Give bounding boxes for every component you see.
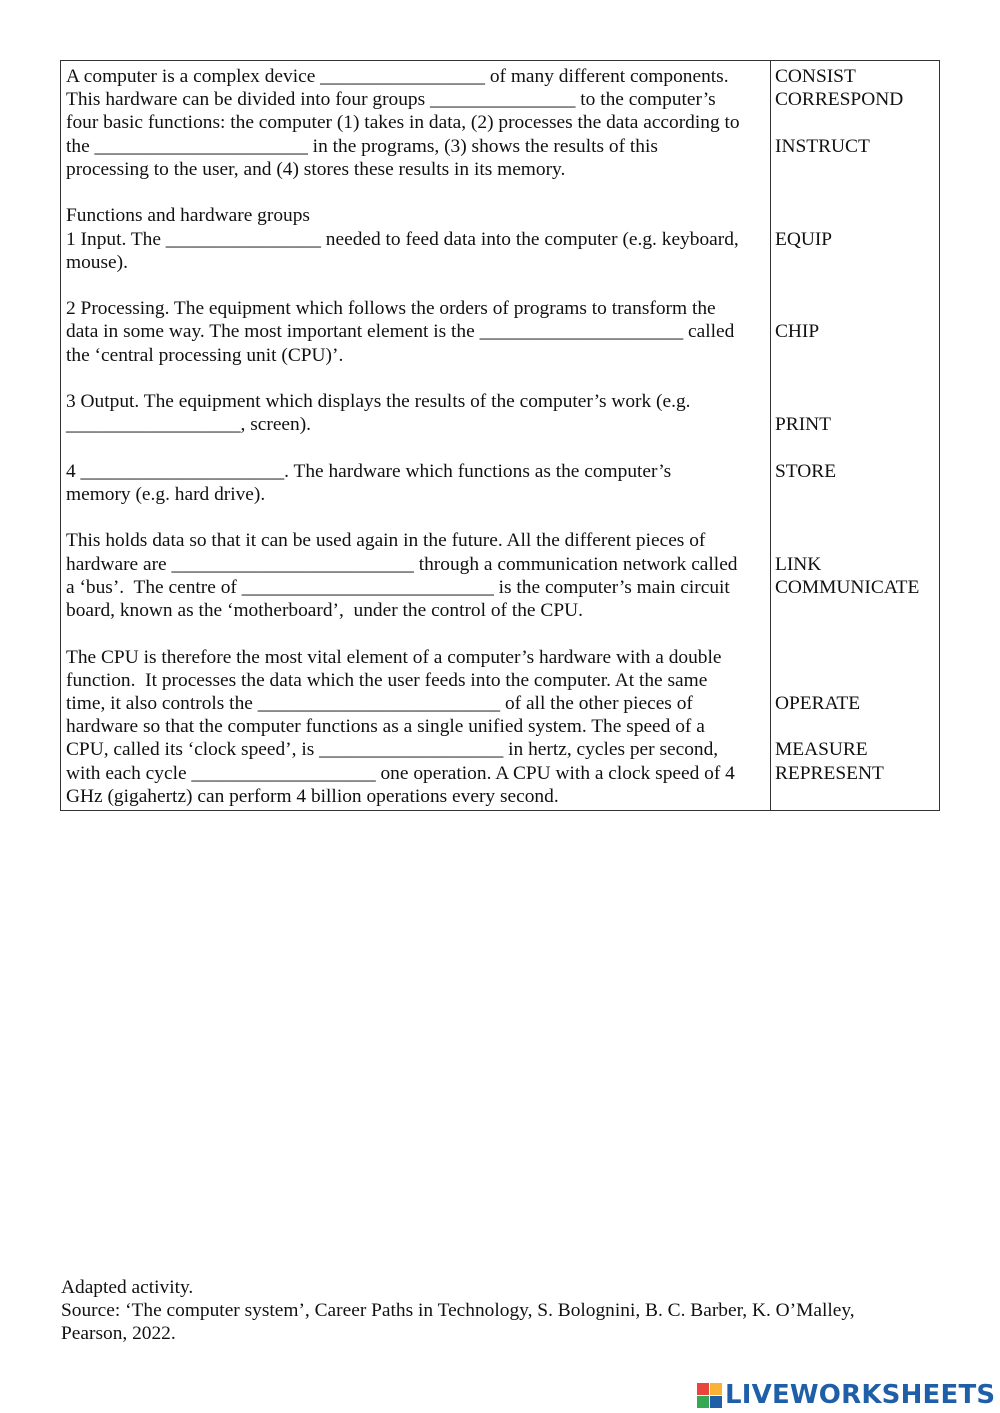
word-bank-item: OPERATE: [775, 693, 861, 714]
passage-line: with each cycle ___________________ one operation. A CPU with a clock speed of 4: [66, 763, 735, 784]
word-bank-item: CORRESPOND: [775, 89, 904, 110]
passage-line: data in some way. The most important element is the _____________________ called: [66, 321, 735, 342]
word-bank-item: REPRESENT: [775, 763, 884, 784]
passage-line: A computer is a complex device _________________ of many different components.: [66, 66, 729, 87]
word-bank-item: PRINT: [775, 414, 832, 435]
column-divider: [770, 61, 771, 810]
passage-line: mouse).: [66, 252, 128, 273]
passage-line: processing to the user, and (4) stores these results in its memory.: [66, 159, 566, 180]
word-bank-item: LINK: [775, 554, 822, 575]
word-bank-item: INSTRUCT: [775, 136, 870, 157]
footer-source-cont: Pearson, 2022.: [61, 1323, 176, 1344]
passage-line: __________________, screen).: [66, 414, 312, 435]
section-heading: Functions and hardware groups: [66, 205, 310, 226]
passage-line: This holds data so that it can be used again in the future. All the different pieces of: [66, 530, 706, 551]
passage-line: This hardware can be divided into four groups _______________ to the computer’s: [66, 89, 716, 110]
passage-line: time, it also controls the _________________________ of all the other pieces of: [66, 693, 693, 714]
passage-line: a ‘bus’. The centre of __________________________ is the computer’s main circuit: [66, 577, 730, 598]
passage-line: the ______________________ in the programs, (3) shows the results of this: [66, 136, 658, 157]
logo-blocks-icon: [697, 1383, 722, 1408]
footer-note: Adapted activity.: [61, 1277, 194, 1298]
passage-line: 3 Output. The equipment which displays the results of the computer’s work (e.g.: [66, 391, 691, 412]
word-bank-item: COMMUNICATE: [775, 577, 920, 598]
logo-text: LIVEWORKSHEETS: [725, 1380, 996, 1410]
passage-line: 2 Processing. The equipment which follows the orders of programs to transform the: [66, 298, 716, 319]
passage-line: The CPU is therefore the most vital element of a computer’s hardware with a double: [66, 647, 722, 668]
passage-line: GHz (gigahertz) can perform 4 billion operations every second.: [66, 786, 559, 807]
word-bank-item: CONSIST: [775, 66, 856, 87]
word-bank-item: MEASURE: [775, 739, 868, 760]
passage-line: hardware are _________________________ through a communication network called: [66, 554, 738, 575]
passage-line: 4 _____________________. The hardware which functions as the computer’s: [66, 461, 672, 482]
passage-line: four basic functions: the computer (1) takes in data, (2) processes the data according to: [66, 112, 740, 133]
footer-source: Source: ‘The computer system’, Career Paths in Technology, S. Bolognini, B. C. Barber, K. O’Malley,: [61, 1300, 855, 1321]
word-bank-item: CHIP: [775, 321, 820, 342]
liveworksheets-logo: [697, 1378, 995, 1412]
passage-line: hardware so that the computer functions as a single unified system. The speed of a: [66, 716, 705, 737]
passage-line: CPU, called its ‘clock speed’, is ___________________ in hertz, cycles per second,: [66, 739, 719, 760]
word-bank-item: STORE: [775, 461, 837, 482]
passage-line: the ‘central processing unit (CPU)’.: [66, 345, 344, 366]
word-bank-item: EQUIP: [775, 229, 833, 250]
passage-line: function. It processes the data which the user feeds into the computer. At the same: [66, 670, 708, 691]
passage-line: memory (e.g. hard drive).: [66, 484, 266, 505]
passage-line: 1 Input. The ________________ needed to feed data into the computer (e.g. keyboard,: [66, 229, 739, 250]
worksheet-table: [60, 60, 940, 811]
passage-line: board, known as the ‘motherboard’, under the control of the CPU.: [66, 600, 583, 621]
